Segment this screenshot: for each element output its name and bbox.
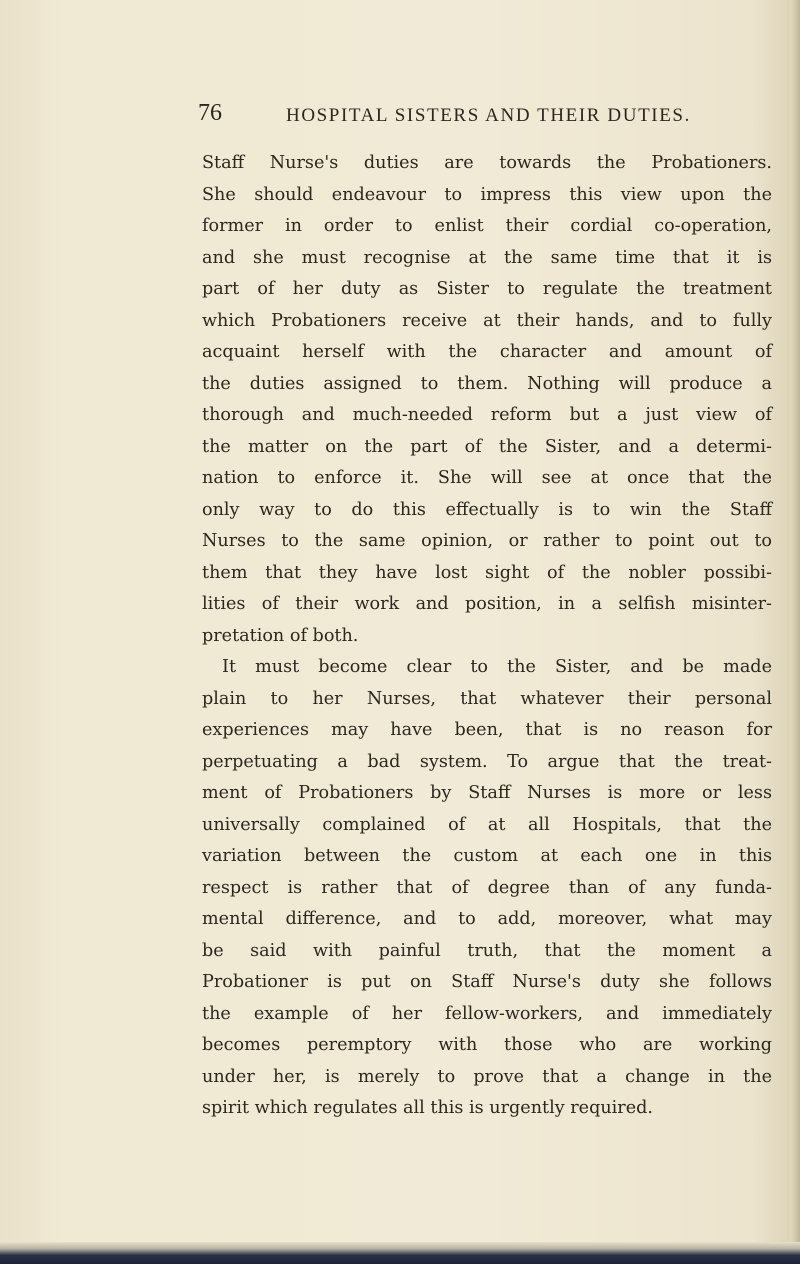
text-line: ment of Probationers by Staff Nurses is more or less (202, 783, 772, 803)
text-line: the example of her fellow-workers, and immediately (202, 1003, 772, 1024)
page-header (198, 98, 718, 132)
text-line: the matter on the part of the Sister, and a determi- (202, 436, 772, 457)
text-line: mental difference, and to add, moreover, what may (202, 909, 772, 929)
text-line: universally complained of at all Hospitals, that the (202, 814, 772, 835)
text-line: perpetuating a bad system. To argue that the treat- (202, 751, 772, 772)
paragraph-1 (202, 148, 772, 652)
text-line: the duties assigned to them. Nothing will produce a (202, 373, 772, 394)
body-text (202, 148, 772, 1125)
page-right-edge (790, 0, 800, 1264)
page-bottom-edge (0, 1242, 800, 1264)
text-line: only way to do this effectually is to win the Staff (202, 499, 772, 520)
text-line: part of her duty as Sister to regulate the treatment (202, 279, 772, 299)
text-line: experiences may have been, that is no reason for (202, 720, 772, 740)
text-line: nation to enforce it. She will see at once that the (202, 468, 772, 488)
text-line: thorough and much-needed reform but a just view of (202, 405, 772, 425)
text-line: Probationer is put on Staff Nurse's duty she follows (202, 972, 772, 992)
text-line: which Probationers receive at their hands, and to fully (202, 310, 772, 331)
paragraph-2 (202, 652, 772, 1125)
text-line: them that they have lost sight of the nobler possibi- (202, 562, 772, 583)
text-line: be said with painful truth, that the moment a (202, 940, 772, 961)
text-line: Nurses to the same opinion, or rather to point out to (202, 531, 772, 551)
text-line: Staff Nurse's duties are towards the Probationers. (202, 153, 772, 173)
text-line: becomes peremptory with those who are working (202, 1035, 772, 1055)
page-number: 76 (198, 100, 222, 126)
text-line: former in order to enlist their cordial co-operation, (202, 216, 772, 236)
text-line: respect is rather that of degree than of any funda- (202, 877, 772, 898)
text-line: under her, is merely to prove that a change in the (202, 1066, 772, 1087)
text-line: and she must recognise at the same time that it is (202, 247, 772, 268)
text-line: pretation of both. (202, 625, 359, 646)
text-line: variation between the custom at each one in this (202, 846, 772, 866)
text-line: plain to her Nurses, that whatever their personal (202, 688, 772, 709)
running-title: HOSPITAL SISTERS AND THEIR DUTIES. (286, 105, 691, 126)
text-line: spirit which regulates all this is urgently required. (202, 1098, 653, 1118)
text-line: She should endeavour to impress this view upon the (202, 184, 772, 205)
text-line: lities of their work and position, in a selfish misinter- (202, 594, 772, 614)
text-line: acquaint herself with the character and amount of (202, 342, 772, 362)
text-line: It must become clear to the Sister, and be made (222, 657, 772, 677)
